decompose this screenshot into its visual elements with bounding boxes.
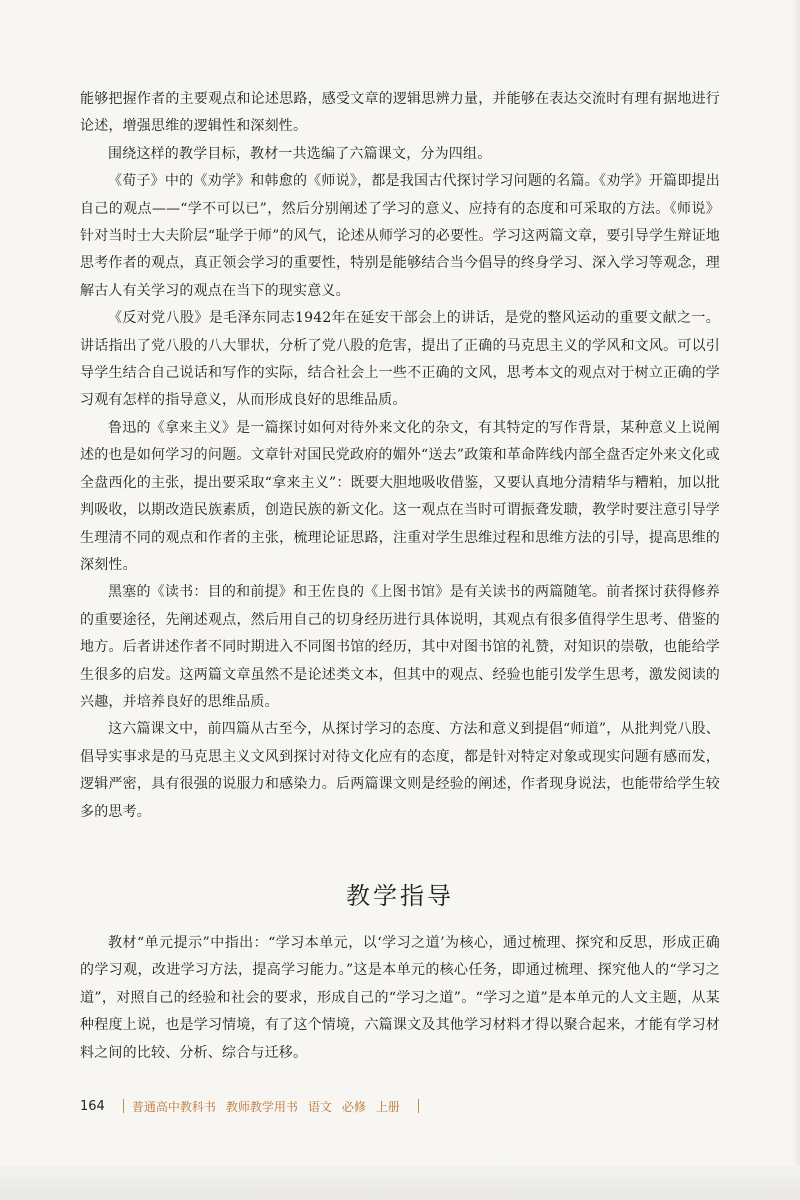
- footer-series: 普通高中教科书: [131, 1099, 216, 1114]
- footer-subject: 语文: [307, 1099, 332, 1114]
- footer-volume: 上册: [375, 1099, 400, 1114]
- section-title: 教学指导: [346, 882, 454, 910]
- paragraph-fandui-dangbagu: 《反对党八股》是毛泽东同志1942年在延安干部会上的讲话，是党的整风运动的重要文献之一。讲话指出了党八股的八大罪状，分析了党八股的危害，提出了正确的马克思主义的学风和文风。可以引导学生结合自己说话和写作的实际，结合社会上一些不正确的文风，思考本文的观点对于树立正确的学习观有怎样的指导意义，从而形成良好的思维品质。: [80, 310, 720, 409]
- paragraph-nalai-zhuyi: 鲁迅的《拿来主义》是一篇探讨如何对待外来文化的杂文，有其特定的写作背景，某种意义上说阐述的也是如何学习的问题。文章针对国民党政府的媚外“送去”政策和革命阵线内部全盘否定外来文化或全盘西化的主张，提出要采取“拿来主义”：既要大胆地吸收借鉴，又要认真地分清精华与糟粕，加以批判吸收，以期改造民族素质，创造民族的新文化。这一观点在当时可谓振聋发聩，教学时要注意引导学生理清不同的观点和作者的主张，梳理论证思路，注重对学生思维过程和思维方法的引导，提高思维的深刻性。: [80, 419, 720, 573]
- paragraph-unit-prompt: 教材“单元提示”中指出：“学习本单元，以‘学习之道’为核心，通过梳理、探究和反思，形成正确的学习观，改进学习方法，提高学习能力。”这是本单元的核心任务，即通过梳理、探究他人的“学习之道”，对照自己的经验和社会的要求，形成自己的“学习之道”。“学习之道”是本单元的人文主题，从某种程度上说，也是学习情境，有了这个情境，六篇课文及其他学习材料才得以聚合起来，才能有学习材料之间的比较、分析、综合与迁移。: [80, 935, 720, 1061]
- paragraph-dushu-tushuguan: 黑塞的《读书：目的和前提》和王佐良的《上图书馆》是有关读书的两篇随笔。前者探讨获得修养的重要途径，先阐述观点，然后用自己的切身经历进行具体说明，其观点有很多值得学生思考、借鉴的地方。后者讲述作者不同时期进入不同图书馆的经历，其中对图书馆的礼赞，对知识的崇敬，也能给学生很多的启发。这两篇文章虽然不是论述类文本，但其中的观点、经验也能引发学生思考，激发阅读的兴趣，并培养良好的思维品质。: [80, 584, 720, 710]
- page-footer: [80, 1096, 427, 1116]
- page-number: 164: [80, 1098, 105, 1114]
- footer-book-type: 教师教学用书: [225, 1099, 298, 1114]
- guide-text: [80, 930, 720, 1067]
- page-bottom-edge: [0, 1166, 800, 1200]
- paragraph-summary: 这六篇课文中，前四篇从古至今，从探讨学习的态度、方法和意义到提倡“师道”，从批判党八股、倡导实事求是的马克思主义文风到探讨对待文化应有的态度，都是针对特定对象或现实问题有感而发，逻辑严密，具有很强的说服力和感染力。后两篇课文则是经验的阐述，作者现身说法，也能带给学生较多的思考。: [80, 721, 720, 820]
- footer-module: 必修: [341, 1099, 366, 1114]
- paragraph-quanxue-shishuo: 《荀子》中的《劝学》和韩愈的《师说》，都是我国古代探讨学习问题的名篇。《劝学》开篇即提出自己的观点——“学不可以已”，然后分别阐述了学习的意义、应持有的态度和可采取的方法。《师说》针对当时士大夫阶层“耻学于师”的风气，论述从师学习的必要性。学习这两篇文章，要引导学生辩证地思考作者的观点，真正领会学习的重要性，特别是能够结合当今倡导的终身学习、深入学习等观念，理解古人有关学习的观点在当下的现实意义。: [80, 173, 720, 299]
- paragraph-overview: 围绕这样的教学目标，教材一共选编了六篇课文，分为四组。: [108, 145, 492, 162]
- footer-divider: [123, 1099, 124, 1113]
- paragraph-continuation: 能够把握作者的主要观点和论述思路，感受文章的逻辑思辨力量，并能够在表达交流时有理有据地进行论述，增强思维的逻辑性和深刻性。: [80, 91, 720, 135]
- footer-divider-end: [418, 1099, 419, 1113]
- page-edge-shadow: [792, 0, 800, 1200]
- body-text: [80, 86, 720, 826]
